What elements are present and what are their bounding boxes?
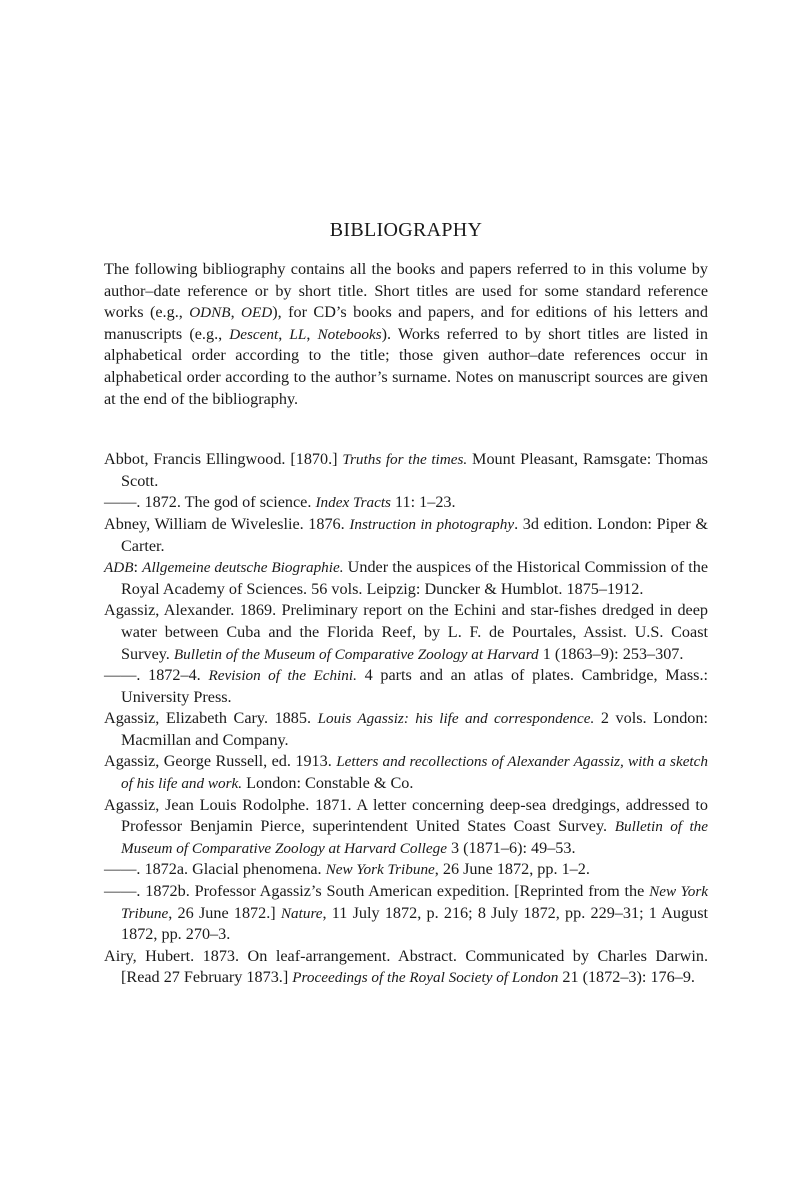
text-run: 2 vols. London: Macmillan and Company.	[121, 709, 708, 749]
text-run: . 3d edition. London: Piper & Carter.	[121, 514, 709, 555]
text-run: ,	[306, 324, 318, 343]
italic-text: LL	[289, 325, 307, 343]
text-run: 4 parts and an atlas of plates. Cambridge, Mass.: University Press.	[121, 666, 709, 706]
italic-text: Letters and recollections of Alexander Agassiz, with a sketch of his life and work.	[121, 753, 708, 793]
text-run: ,	[278, 324, 290, 343]
bibliography-entry	[104, 859, 708, 881]
text-run: :	[133, 558, 143, 577]
text-run: , 26 June 1872, pp. 1–2.	[434, 860, 590, 879]
italic-text: Proceedings of the Royal Society of London	[292, 969, 559, 987]
italic-text: Index Tracts	[315, 494, 391, 512]
text-run: ——. 1872–4.	[104, 666, 209, 685]
italic-text: Truths for the times.	[342, 451, 468, 469]
text-run: ——. 1872. The god of science.	[104, 493, 316, 512]
italic-text: ADB	[104, 559, 134, 577]
italic-text: Revision of the Echini.	[208, 667, 357, 685]
text-run: Airy, Hubert. 1873. On leaf-arrangement. Abstract. Communicated by Charles Darwin. [Read 27 February 1873.]	[104, 946, 708, 987]
italic-text: Allgemeine deutsche Biographie.	[142, 559, 344, 577]
text-run: Under the auspices of the Historical Commission of the Royal Academy of Sciences. 56 vols. Leipzig: Duncker & Humblot. 1875–1912.	[121, 558, 709, 598]
text-run: Agassiz, Jean Louis Rodolphe. 1871. A letter concerning deep-sea dredgings, addressed to Professor Benjamin Pierce, superintendent United States Coast Survey.	[104, 795, 708, 836]
italic-text: Bulletin of the Museum of Comparative Zoology at Harvard	[173, 645, 539, 663]
text-run: The following bibliography contains all the books and papers referred to in this volume by author–date reference or by short title. Short titles are used for some standard reference works (e.g.,	[104, 260, 708, 322]
italic-text: Descent	[229, 325, 279, 343]
page-title: BIBLIOGRAPHY	[329, 219, 483, 241]
bibliography-entry	[104, 600, 708, 665]
text-run: ——. 1872b. Professor Agassiz’s South American expedition. [Reprinted from the	[104, 882, 650, 901]
bibliography-list	[104, 449, 708, 989]
italic-text: ODNB	[189, 304, 231, 322]
text-run: Abney, William de Wiveleslie. 1876.	[104, 514, 350, 533]
bibliography-entry	[104, 751, 708, 794]
text-run: London: Constable & Co.	[242, 774, 414, 793]
text-run: ), for CD’s books and papers, and for editions of his letters and manuscripts (e.g.,	[104, 303, 708, 343]
bibliography-entry	[104, 514, 708, 557]
bibliography-entry	[104, 795, 708, 860]
bibliography-entry	[104, 881, 708, 946]
text-run: ——. 1872a. Glacial phenomena.	[104, 860, 326, 879]
italic-text: Louis Agassiz: his life and correspondence.	[317, 710, 595, 728]
bibliography-entry	[104, 708, 708, 751]
text-run: ,	[230, 303, 242, 322]
bibliography-entry	[104, 946, 708, 989]
text-run: , 26 June 1872.]	[168, 903, 281, 922]
bibliography-entry	[104, 492, 708, 514]
text-run: Agassiz, Alexander. 1869. Preliminary report on the Echini and star-fishes dredged in deep water between Cuba and the Florida Reef, by L. F. de Pourtales, Assist. U.S. Coast Survey.	[104, 601, 708, 663]
italic-text: Bulletin of the Museum of Comparative Zoology at Harvard College	[121, 818, 708, 857]
text-run: Mount Pleasant, Ramsgate: Thomas Scott.	[121, 450, 708, 490]
text-run: Abbot, Francis Ellingwood. [1870.]	[104, 450, 343, 469]
text-run: 1 (1863–9): 253–307.	[538, 644, 684, 663]
text-run: 3 (1871–6): 49–53.	[446, 838, 576, 857]
intro-paragraph	[104, 259, 708, 410]
text-run: Agassiz, Elizabeth Cary. 1885.	[104, 709, 318, 728]
italic-text: Instruction in photography	[349, 515, 515, 533]
italic-text: New York Tribune	[121, 883, 708, 922]
bibliography-entry	[104, 665, 708, 708]
text-run: 21 (1872–3): 176–9.	[558, 968, 695, 987]
italic-text: OED	[241, 304, 273, 322]
italic-text: New York Tribune	[325, 861, 435, 879]
text-run: ). Works referred to by short titles are listed in alphabetical order according to the title; those given author–date references occur in alphabetical order according to the author’s surname. Notes on manuscript sources are given at the end of the bibliography.	[104, 324, 709, 408]
italic-text: Notebooks	[317, 325, 382, 343]
text-run: 11: 1–23.	[390, 493, 456, 512]
bibliography-entry	[104, 557, 708, 600]
bibliography-entry	[104, 449, 708, 492]
italic-text: Nature	[280, 904, 323, 922]
text-run: Agassiz, George Russell, ed. 1913.	[104, 752, 337, 771]
text-run: , 11 July 1872, p. 216; 8 July 1872, pp. 229–31; 1 August 1872, pp. 270–3.	[121, 903, 708, 944]
bibliography-page	[104, 218, 708, 989]
